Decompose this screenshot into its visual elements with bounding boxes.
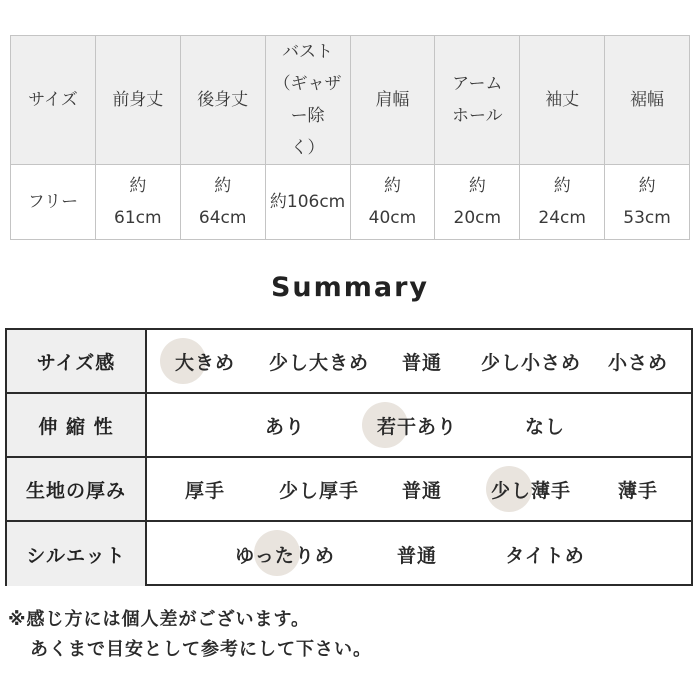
header-cell-size [11,36,96,165]
summary-option [269,330,369,392]
summary-option [175,330,235,392]
summary-row-silhouette [7,522,691,586]
header-text: （ギャザー除 [273,74,342,126]
cell-text: 約 [638,176,656,196]
summary-option-text: 少し小さめ [480,351,582,374]
summary-option [525,394,565,456]
summary-option-text: ゆったりめ [235,544,335,567]
value-cell-size [11,165,96,240]
value-cell-front-length [95,165,180,240]
summary-option [402,458,442,520]
summary-row-label: 伸 縮 性 [7,394,147,456]
cell-text: 24cm [538,208,586,228]
value-cell-sleeve [520,165,605,240]
header-cell-sleeve [520,36,605,165]
summary-row-stretch [7,394,691,458]
header-text: アーム [452,74,503,94]
disclaimer-note [8,605,372,665]
cell-text: 約 [129,176,147,196]
cell-text: 53cm [623,208,671,228]
summary-option [481,330,581,392]
summary-option [185,458,225,520]
summary-option-text: 普通 [401,351,443,374]
cell-text: 40cm [368,208,417,228]
summary-option [608,330,668,392]
header-cell-shoulder [350,36,435,165]
cell-text: 20cm [453,208,502,228]
header-cell-bust [265,36,350,165]
summary-option [265,394,305,456]
header-cell-hem [605,36,690,165]
summary-option-text: なし [524,415,566,438]
note-line-2: あくまで目安として参考にして下さい。 [30,639,372,660]
summary-option-text: 少し薄手 [490,479,572,502]
summary-row-thickness [7,458,691,522]
size-table-header-row [11,36,690,165]
summary-option-text: 少し厚手 [278,479,360,502]
cell-text: 61cm [114,208,162,228]
summary-option [402,330,442,392]
summary-option-text: 普通 [401,479,443,502]
header-text: サイズ [28,90,78,110]
summary-table [5,328,693,586]
value-cell-armhole [435,165,520,240]
header-cell-armhole [435,36,520,165]
header-text: 袖丈 [545,90,580,110]
summary-option-text: 若干あり [376,415,458,438]
summary-option [397,522,437,586]
cell-text: 約 [214,176,232,196]
summary-title: Summary [270,272,430,303]
size-table-row [11,165,690,240]
summary-option-text: 厚手 [184,479,226,502]
summary-option-text: 薄手 [617,479,659,502]
summary-option-text: 小さめ [607,351,669,374]
summary-option-text: タイトめ [505,544,585,567]
summary-option [505,522,585,586]
value-cell-shoulder [350,165,435,240]
summary-option-text: 普通 [396,544,438,567]
header-cell-back-length [180,36,265,165]
header-text: 裾幅 [630,90,665,110]
summary-row-size-feel [7,330,691,394]
cell-text: 64cm [198,208,247,228]
summary-row-label: 生地の厚み [7,458,147,520]
note-line-1: ※感じ方には個人差がございます。 [8,609,311,630]
summary-option [235,522,335,586]
summary-option [618,458,658,520]
cell-text: 約 [468,176,486,196]
summary-row-label: シルエット [7,522,147,586]
size-table [10,35,690,240]
summary-option [491,458,571,520]
summary-row-label: サイズ感 [7,330,147,392]
value-cell-back-length [180,165,265,240]
summary-option-text: 少し大きめ [268,351,370,374]
header-text: く） [290,138,325,158]
summary-option-text: 大きめ [174,351,236,374]
header-text: 肩幅 [375,90,410,110]
cell-text: 約 [383,176,401,196]
header-text: 前身丈 [112,90,164,110]
value-cell-hem [605,165,690,240]
cell-text: フリー [27,192,79,212]
header-text: ホール [451,106,503,126]
value-cell-bust [265,165,350,240]
summary-option-text: あり [264,415,306,438]
header-cell-front-length [95,36,180,165]
cell-text: 約106cm [269,192,346,212]
summary-option [377,394,457,456]
cell-text: 約 [553,176,571,196]
summary-option [279,458,359,520]
header-text: バスト [282,42,334,62]
header-text: 後身丈 [197,90,249,110]
